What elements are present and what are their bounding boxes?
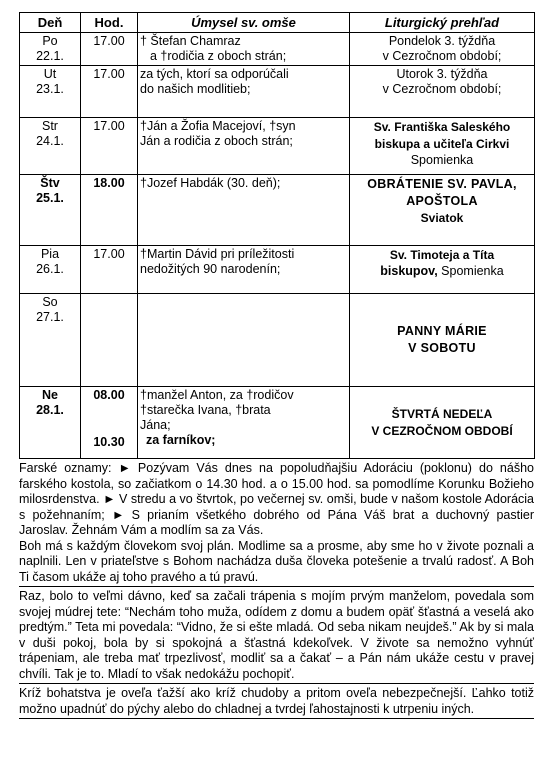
liturgy-line: Utorok 3. týždňa	[396, 67, 488, 81]
intention-line: nedožitých 90 narodenín;	[140, 262, 281, 276]
liturgy-cell	[350, 387, 535, 459]
day-date: 27.1.	[36, 310, 64, 324]
liturgy-cell	[350, 33, 535, 66]
table-header-row	[20, 13, 535, 33]
day-cell	[20, 246, 81, 294]
day-name: Ut	[43, 67, 57, 81]
day-cell	[20, 66, 81, 118]
liturgy-cell	[350, 294, 535, 387]
story-text: Raz, bolo to veľmi dávno, keď sa začali trápenia s mojím prvým manželom, povedala som svojej múdrej tete: “Nechám toho muža, odídem z domu a budem opäť šťastná a veselá ako predtým.” Teta mi povedala: “Vidno, že si ešte mladá. Od seba nikam neujdeš.” Ak by si mala v duši pokoj, bola by si spokojná a šťastná kdekoľvek. V živote sa nemožno vyhnúť trápeniam, ale treba mať trpezlivosť, modliť sa a čakať – a Pán nám ukáže cestu v pravej chvíli. Tak je to. Mladí to však nedokážu pochopiť.	[19, 589, 534, 681]
intention-line: † Štefan Chamraz	[140, 34, 241, 48]
table-row	[20, 246, 535, 294]
mass-schedule-table	[19, 12, 535, 459]
liturgy-cell	[350, 175, 535, 246]
liturgy-cell	[350, 118, 535, 175]
day-name: Pia	[40, 247, 60, 261]
intention-line: do našich modlitieb;	[140, 82, 251, 96]
header-liturgy: Liturgický prehľad	[350, 13, 535, 33]
liturgy-line: v Cezročnom období;	[382, 82, 502, 96]
mass-time: 17.00	[93, 67, 125, 81]
liturgy-line	[352, 264, 532, 279]
intention-cell	[138, 294, 350, 387]
day-cell	[20, 33, 81, 66]
notes-section	[19, 459, 534, 719]
story-block	[19, 587, 534, 684]
day-date: 26.1.	[36, 262, 64, 276]
table-row	[20, 294, 535, 387]
announcements-block	[19, 459, 534, 587]
day-name: Po	[42, 34, 58, 48]
intention-cell	[138, 175, 350, 246]
intention-line: Jána;	[140, 418, 171, 432]
mass-time: 17.00	[93, 119, 125, 133]
liturgy-rank: Spomienka	[410, 153, 474, 167]
hour-cell	[81, 387, 138, 459]
plan-text: Boh má s každým človekom svoj plán. Modlime sa a prosme, aby sme ho v živote poznali a naplnili. Len v priateľstve s Bohom nachádza duša človeka potešenie a trvalú radosť. A Boh Ti časom ukáže aj toho pravého a tú pravú.	[19, 538, 534, 584]
liturgy-cell	[350, 246, 535, 294]
intention-cell	[138, 118, 350, 175]
header-intention: Úmysel sv. omše	[138, 13, 350, 33]
liturgy-feast-name: biskupa a učiteľa Cirkvi	[374, 137, 510, 151]
hour-cell	[81, 294, 138, 387]
liturgy-rank: Spomienka	[441, 264, 504, 278]
hour-cell	[81, 66, 138, 118]
liturgy-feast-name: Sv. Františka Saleského	[373, 120, 511, 134]
intention-line: †manžel Anton, za †rodičov	[140, 388, 294, 402]
intention-line: †starečka Ivana, †brata	[140, 403, 271, 417]
table-row	[20, 175, 535, 246]
intention-line: Ján a rodičia z oboch strán;	[140, 134, 293, 148]
day-date: 23.1.	[36, 82, 64, 96]
liturgy-line: v Cezročnom období;	[382, 49, 502, 63]
liturgy-feast-name: Sv. Timoteja a Títa	[389, 248, 495, 262]
cross-quote-text: Kríž bohatstva je oveľa ťažší ako kríž chudoby a pritom oveľa nebezpečnejší. Ľahko totiž možno upadnúť do pýchy alebo do chladnej a tvrdej ľahostajnosti k utrpeniu iných.	[19, 686, 534, 716]
liturgy-feast-name: V CEZROČNOM OBDOBÍ	[371, 423, 513, 438]
liturgy-feast-name: OBRÁTENIE SV. PAVLA,	[367, 177, 517, 191]
mass-time: 17.00	[93, 247, 125, 261]
liturgy-feast-name: PANNY MÁRIE	[397, 324, 487, 338]
announcements-text: Farské oznamy: ► Pozývam Vás dnes na popoludňajšiu Adoráciu (poklonu) do nášho farského kostola, so začiatkom o 14.30 hod. a o 15.00 hod. sa pomodlíme Korunku Božieho milosrdenstva. ► V stredu a vo štvrtok, po večernej sv. omši, bude v našom kostole Adorácia s požehnaním; ► S prianím všetkého dobrého od Pána Váš brat a duchovný pastier Jaroslav. Žehnám Vám a modlím sa za Vás.	[19, 461, 534, 537]
mass-time: 18.00	[93, 176, 125, 190]
header-day: Deň	[20, 13, 81, 33]
day-name: Ne	[42, 388, 58, 402]
mass-time: 17.00	[93, 34, 125, 48]
day-date: 22.1.	[36, 49, 64, 63]
liturgy-feast-name: V SOBOTU	[408, 341, 476, 355]
mass-time: 08.00	[93, 388, 125, 402]
intention-line-parishioners: za farníkov;	[146, 433, 216, 447]
liturgy-line: Pondelok 3. týždňa	[388, 34, 496, 48]
intention-cell	[138, 66, 350, 118]
intention-line: †Ján a Žofia Macejoví, †syn	[140, 119, 296, 133]
day-name: Str	[42, 119, 58, 133]
day-date: 28.1.	[36, 403, 64, 417]
day-cell	[20, 175, 81, 246]
intention-cell	[138, 387, 350, 459]
table-row	[20, 66, 535, 118]
day-cell	[20, 294, 81, 387]
hour-cell	[81, 118, 138, 175]
day-date: 25.1.	[36, 191, 64, 205]
intention-cell	[138, 33, 350, 66]
liturgy-feast-name: biskupov,	[380, 264, 438, 278]
bulletin-page	[19, 12, 534, 719]
mass-time-second: 10.30	[93, 435, 125, 449]
table-row	[20, 118, 535, 175]
liturgy-cell	[350, 66, 535, 118]
intention-line: za tých, ktorí sa odporúčali	[140, 67, 289, 81]
intention-cell	[138, 246, 350, 294]
cross-quote-block	[19, 684, 534, 719]
day-cell	[20, 387, 81, 459]
table-row	[20, 387, 535, 459]
day-name: So	[42, 295, 58, 309]
hour-cell	[81, 246, 138, 294]
header-hour: Hod.	[81, 13, 138, 33]
day-name: Štv	[40, 176, 60, 190]
hour-cell	[81, 33, 138, 66]
hour-cell	[81, 175, 138, 246]
liturgy-rank: Sviatok	[420, 211, 464, 225]
intention-line: †Martin Dávid pri príležitosti	[140, 247, 295, 261]
day-cell	[20, 118, 81, 175]
intention-line: a †rodičia z oboch strán;	[150, 49, 287, 63]
intention-line: †Jozef Habdák (30. deň);	[140, 176, 281, 190]
liturgy-feast-name: APOŠTOLA	[406, 194, 478, 208]
day-date: 24.1.	[36, 134, 64, 148]
table-row	[20, 33, 535, 66]
liturgy-feast-name: ŠTVRTÁ NEDEĽA	[391, 406, 493, 421]
